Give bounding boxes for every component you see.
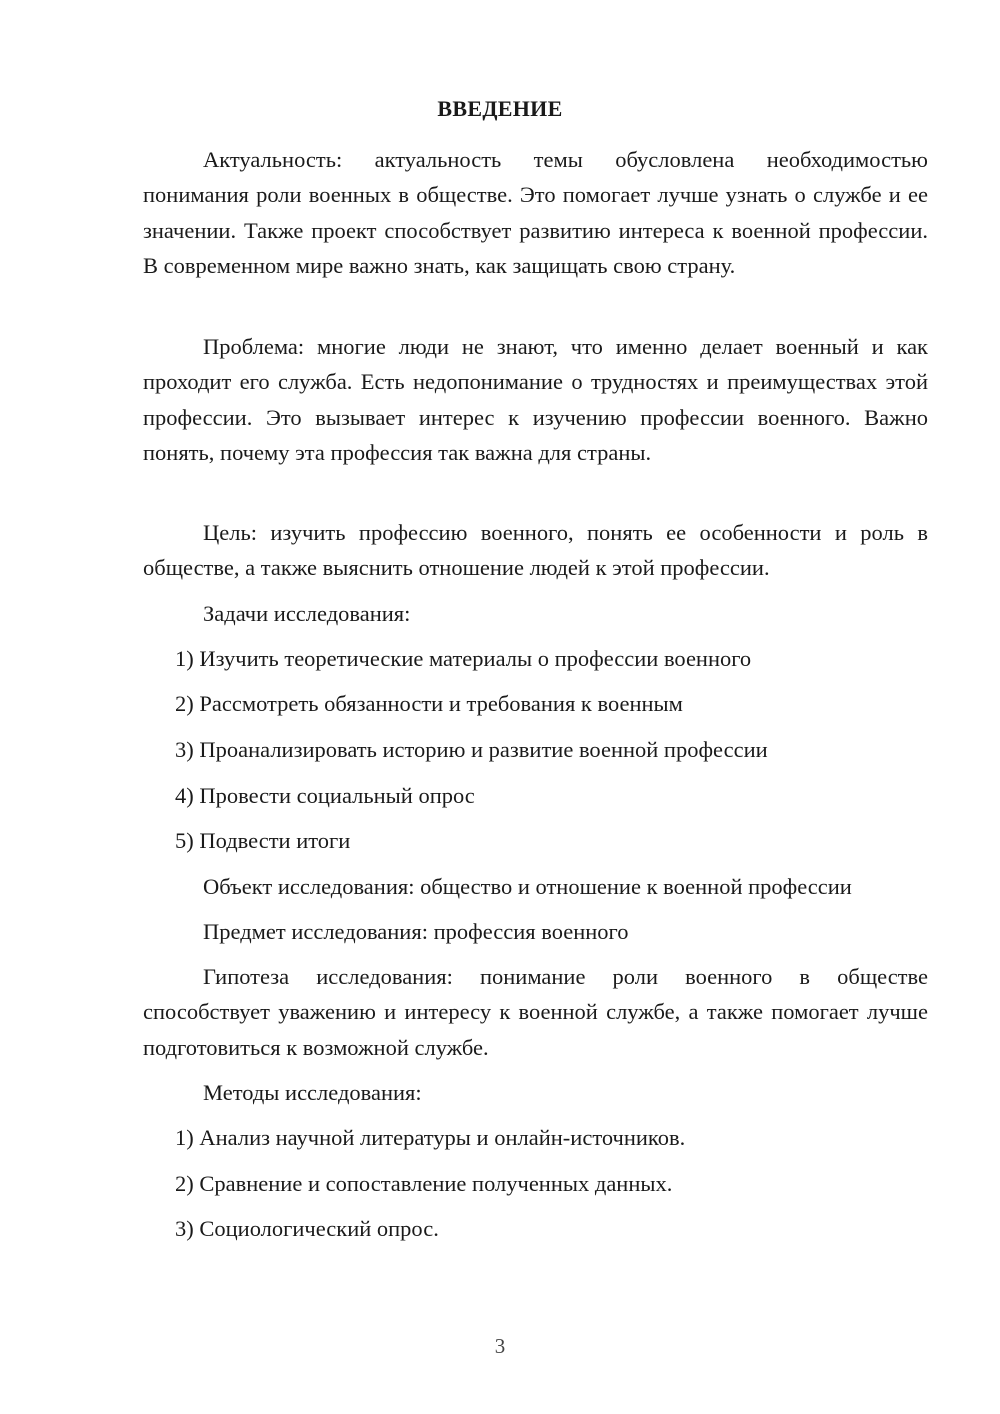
method-item-2: 2) Сравнение и сопоставление полученных данных.	[175, 1171, 673, 1196]
page-number: 3	[494, 1334, 506, 1358]
task-item-1: 1) Изучить теоретические материалы о профессии военного	[175, 646, 752, 671]
subject-paragraph: Предмет исследования: профессия военного	[203, 919, 629, 944]
methods-heading: Методы исследования:	[203, 1080, 422, 1105]
problem-paragraph: Проблема: многие люди не знают, что именно делает военный и как проходит его служба. Есть недопонимание о трудностях и преимуществах этой профессии. Это вызывает интерес к изучению профессии военного. Важно понять, почему эта профессия так важна для страны.	[143, 334, 928, 466]
task-item-4: 4) Провести социальный опрос	[175, 783, 475, 808]
task-item-3: 3) Проанализировать историю и развитие военной профессии	[175, 737, 768, 762]
tasks-heading: Задачи исследования:	[203, 601, 411, 626]
goal-paragraph: Цель: изучить профессию военного, понять ее особенности и роль в обществе, а также выяснить отношение людей к этой профессии.	[143, 520, 928, 581]
task-item-5: 5) Подвести итоги	[175, 828, 351, 853]
object-paragraph: Объект исследования: общество и отношение к военной профессии	[203, 874, 852, 899]
method-item-3: 3) Социологический опрос.	[175, 1216, 439, 1241]
hypothesis-paragraph: Гипотеза исследования: понимание роли военного в обществе способствует уважению и интересу к военной службе, а также помогает лучше подготовиться к возможной службе.	[143, 964, 928, 1060]
task-item-2: 2) Рассмотреть обязанности и требования к военным	[175, 691, 683, 716]
relevance-paragraph: Актуальность: актуальность темы обусловлена необходимостью понимания роли военных в обществе. Это помогает лучше узнать о службе и ее значении. Также проект способствует развитию интереса к военной профессии. В современном мире важно знать, как защищать свою страну.	[143, 147, 928, 279]
method-item-1: 1) Анализ научной литературы и онлайн-источников.	[175, 1125, 686, 1150]
section-heading: ВВЕДЕНИЕ	[437, 96, 563, 121]
